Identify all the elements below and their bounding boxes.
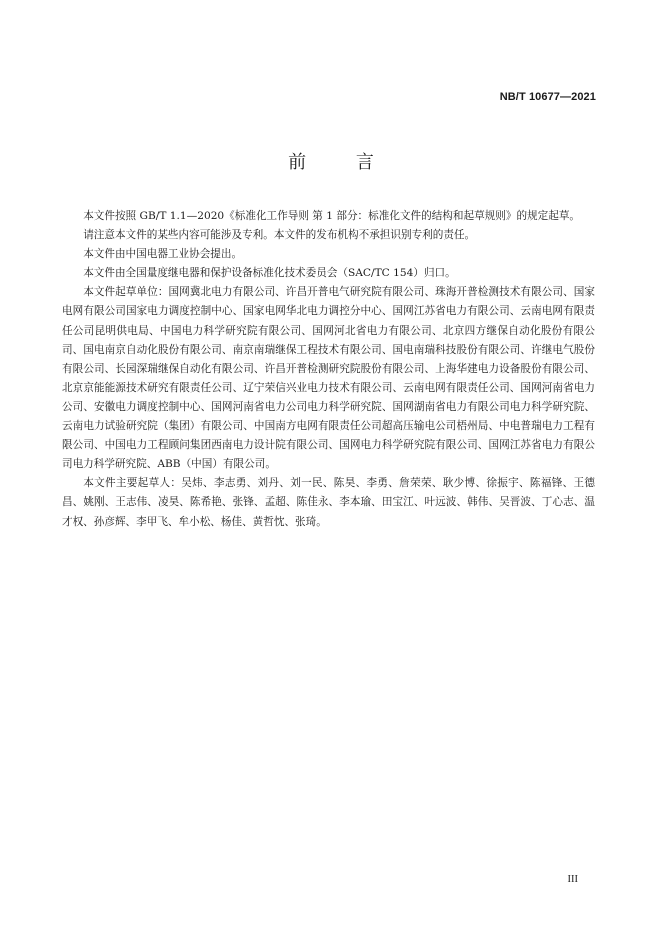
page-title: 前 言	[288, 152, 396, 173]
paragraph-committee: 本文件由全国量度继电器和保护设备标准化技术委员会（SAC/TC 154）归口。	[83, 267, 456, 280]
paragraph-proposer: 本文件由中国电器工业协会提出。	[83, 248, 243, 261]
foreword-body	[62, 207, 595, 532]
paragraph-drafters: 本文件主要起草人：吴炜、李志勇、刘丹、刘一民、陈昊、李勇、詹荣荣、耿少博、徐振宇、陈福锋、王德昌、姚刚、王志伟、凌昊、陈希艳、张锋、孟超、陈佳永、李本瑜、田宝江、叶远波、韩伟、吴晋波、丁心志、温才权、孙彦辉、李甲飞、牟小松、杨佳、黄哲忱、张琦。	[62, 477, 595, 528]
standard-number: NB/T 10677—2021	[499, 91, 596, 103]
paragraph-drafting-organizations: 本文件起草单位：国网冀北电力有限公司、许昌开普电气研究院有限公司、珠海开普检测技术有限公司、国家电网有限公司国家电力调度控制中心、国家电网华北电力调控分中心、国网江苏省电力有限公司、云南电网有限责任公司昆明供电局、中国电力科学研究院有限公司、国网河北省电力有限公司、北京四方继保自动化股份有限公司、国电南京自动化股份有限公司、南京南瑞继保工程技术有限公司、国电南瑞科技股份有限公司、许继电气股份有限公司、长园深瑞继保自动化有限公司、许昌开普检测研究院股份有限公司、上海华建电力设备股份有限公司、北京京能能源技术研究有限责任公司、辽宁荣信兴业电力技术有限公司、云南电网有限责任公司、国网河南省电力公司、安徽电力调度控制中心、国网河南省电力公司电力科学研究院、国网湖南省电力有限公司电力科学研究院、云南电力试验研究院（集团）有限公司、中国南方电网有限责任公司超高压输电公司梧州局、中电普瑞电力工程有限公司、中国电力工程顾问集团西南电力设计院有限公司、国网电力科学研究院有限公司、国网江苏省电力有限公司电力科学研究院、ABB（中国）有限公司。	[62, 286, 595, 471]
paragraph-patent-notice: 请注意本文件的某些内容可能涉及专利。本文件的发布机构不承担识别专利的责任。	[83, 229, 476, 242]
paragraph-drafting-rules: 本文件按照 GB/T 1.1—2020《标准化工作导则 第 1 部分：标准化文件的结构和起草规则》的规定起草。	[83, 210, 581, 222]
page-number: III	[567, 874, 578, 885]
